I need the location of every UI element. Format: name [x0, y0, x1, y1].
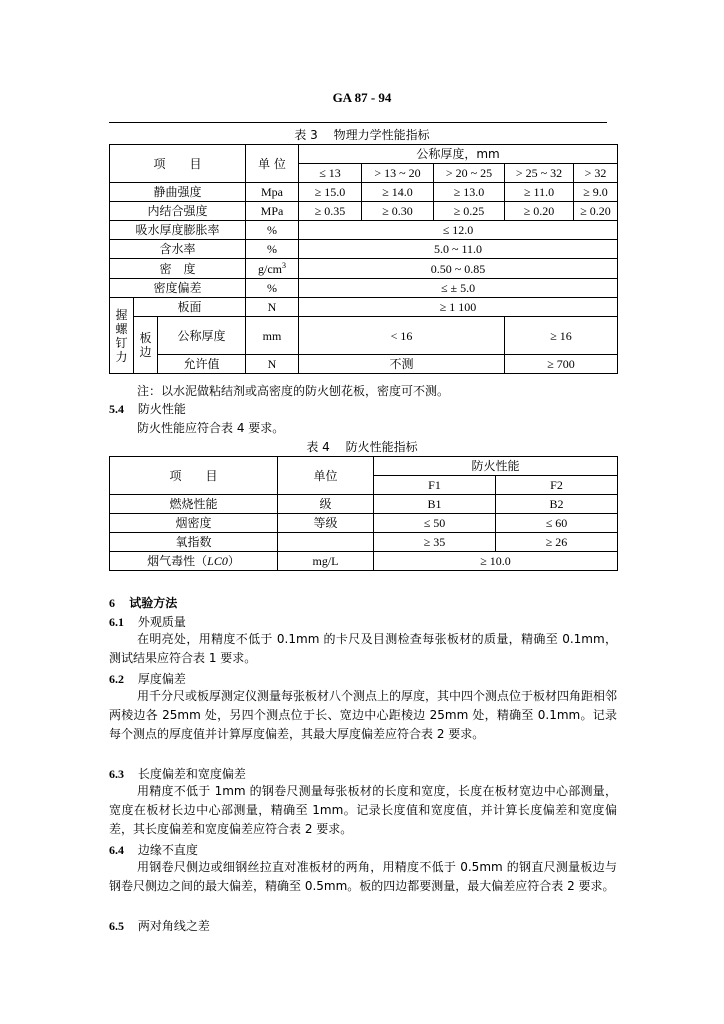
section-5-4-heading: 5.4 防火性能: [109, 402, 186, 416]
table3-caption: 表 3 物理力学性能指标: [294, 128, 430, 142]
table4-row-toxicity: 烟气毒性（LC0） mg/L ≥ 10.0: [110, 552, 618, 571]
table4-head-f1: F1: [374, 476, 496, 495]
table3-row-density-deviation: 密度偏差 % ≤ ± 5.0: [110, 279, 618, 298]
table3-col-5: > 32: [574, 164, 618, 183]
table4: [109, 456, 618, 571]
section-6-heading: 6 试验方法: [109, 596, 178, 610]
table3-col-1: ≤ 13: [299, 164, 362, 183]
table3-row-screw-allow: 允许值 N 不测 ≥ 700: [110, 355, 618, 374]
section-6-1-heading: 6.1 外观质量: [109, 615, 186, 629]
section-6-2-text: 用千分尺或板厚测定仪测量每张板材八个测点上的厚度，其中四个测点位于板材四角距相邻两棱边各 25mm 处，另四个测点位于长、宽边中心距棱边 25mm 处，精确至 0.1mm。记录每个测点的厚度值并计算厚度偏差，其最大厚度偏差应符合表 2 要求。: [109, 689, 618, 741]
table4-row: 烟密度 等级 ≤ 50 ≤ 60: [110, 514, 618, 533]
table3-col-2: > 13 ~ 20: [362, 164, 434, 183]
table3-head-unit: 单 位: [246, 145, 299, 183]
table3-row-density: 密 度 $g/cm^3$ 0.50 ~ 0.85: [110, 259, 618, 279]
table4-row: 燃烧性能 级 B1 B2: [110, 495, 618, 514]
section-6-1-text: 在明亮处，用精度不低于 0.1mm 的卡尺及目测检查每张板材的质量，精确至 0.1mm，测试结果应符合表 1 要求。: [109, 632, 617, 665]
table3-row-moisture: 含水率 % 5.0 ~ 11.0: [110, 240, 618, 259]
section-6-3-text: 用精度不低于 1mm 的钢卷尺测量每张板材的长度和宽度，长度在板材宽边中心部测量，宽度在板材长边中心部测量，精确至 1mm。记录长度值和宽度值，并计算长度偏差和宽度偏差，其长度偏差和宽度偏差应符合表 2 要求。: [109, 784, 617, 836]
table3-col-4: > 25 ~ 32: [505, 164, 574, 183]
table3-row-swelling: 吸水厚度膨胀率 % ≤ 12.0: [110, 221, 618, 240]
table3-head-item: 项 目: [110, 145, 246, 183]
section-6-3-heading: 6.3 长度偏差和宽度偏差: [109, 767, 246, 781]
screw-holding-label: 握螺钉力: [110, 298, 134, 374]
section-5-4-text: 防火性能应符合表 4 要求。: [137, 421, 285, 435]
section-6-4-heading: 6.4 边缘不直度: [109, 843, 198, 857]
table3-col-3: > 20 ~ 25: [434, 164, 505, 183]
table3-row-bending: 静曲强度 Mpa ≥ 15.0 ≥ 14.0 ≥ 13.0 ≥ 11.0 ≥ 9.0: [110, 183, 618, 202]
table3-row-screw-face: 握螺钉力 板面 N ≥ 1 100: [110, 298, 618, 317]
table3: [109, 144, 618, 374]
header-rule: [109, 122, 607, 123]
table3-row-screw-thickness: 板边 公称厚度 mm < 16 ≥ 16: [110, 317, 618, 336]
section-6-2-heading: 6.2 厚度偏差: [109, 672, 186, 686]
table4-head-f2: F2: [496, 476, 618, 495]
section-6-5-heading: 6.5 两对角线之差: [109, 919, 210, 933]
table3-note: 注：以水泥做粘结剂或高密度的防火刨花板，密度可不测。: [137, 384, 450, 398]
section-6-4-text: 用钢卷尺侧边或细钢丝拉直对准板材的两角，用精度不低于 0.5mm 的钢直尺测量板边与钢卷尺侧边之间的最大偏差，精确至 0.5mm。板的四边都要测量，最大偏差应符合表 2 要求。: [109, 860, 617, 893]
table4-caption: 表 4 防火性能指标: [306, 440, 418, 454]
edge-label: 板边: [134, 317, 158, 374]
table3-row-internal: 内结合强度 MPa ≥ 0.35 ≥ 0.30 ≥ 0.25 ≥ 0.20 ≥ 0.20: [110, 202, 618, 221]
standard-code-header: GA 87 - 94: [332, 90, 392, 105]
table4-head-fire: 防火性能: [374, 457, 618, 476]
table3-head-thickness: 公称厚度，mm: [299, 145, 618, 164]
table4-head-item: 项 目: [110, 457, 278, 495]
table4-head-unit: 单位: [278, 457, 374, 495]
table4-row: 氧指数 ≥ 35 ≥ 26: [110, 533, 618, 552]
